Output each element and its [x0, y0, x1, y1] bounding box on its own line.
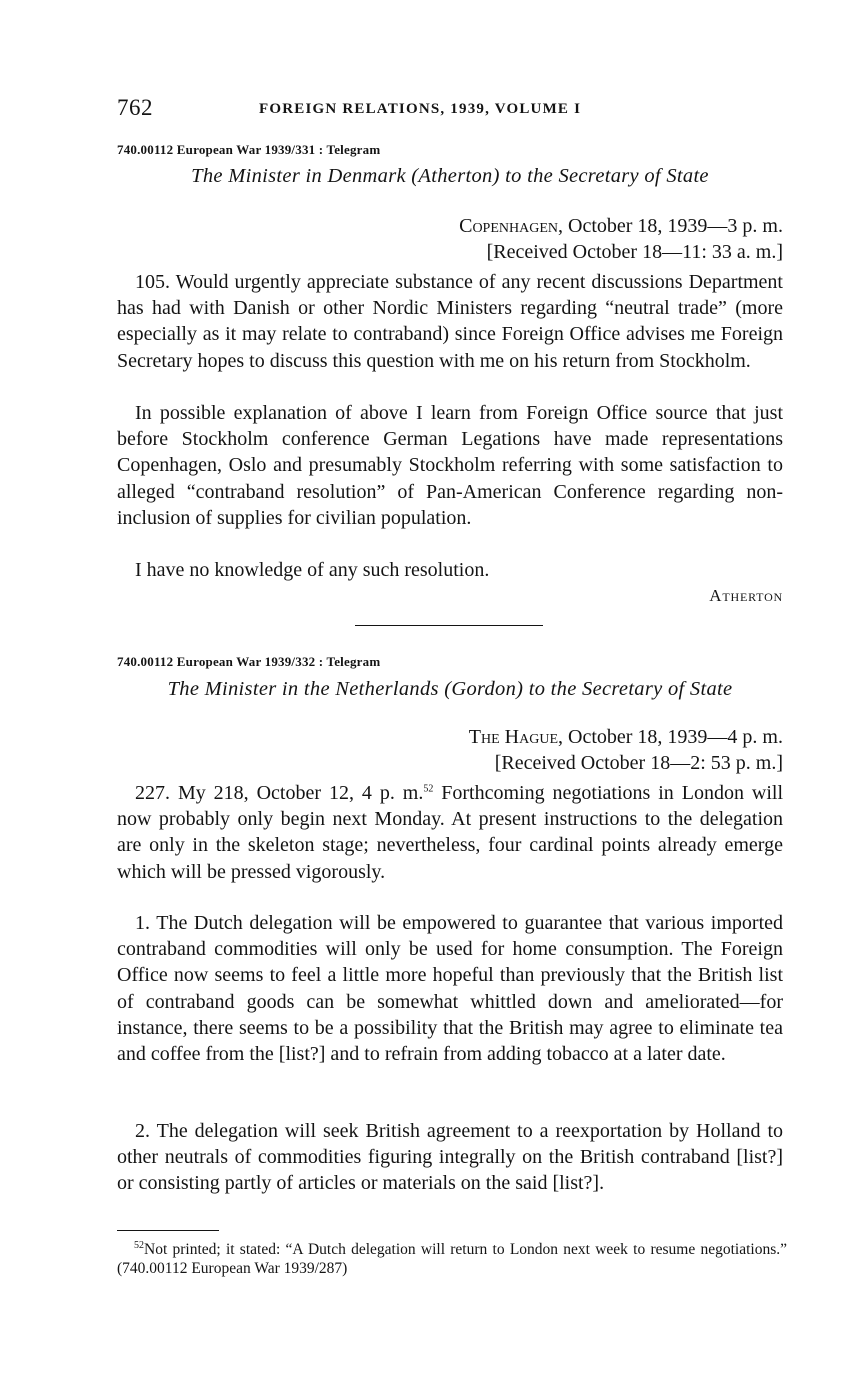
file-reference: 740.00112 European War 1939/332 : Telegram [117, 654, 381, 669]
received-line: [Received October 18—11: 33 a. m.] [486, 241, 783, 263]
document-title: The Minister in Denmark (Atherton) to the Secretary of State [191, 165, 709, 187]
document-title: The Minister in the Netherlands (Gordon) to the Secretary of State [167, 678, 733, 700]
page-header [117, 95, 787, 125]
dateline [459, 215, 783, 238]
paragraph: 1. The Dutch delegation will be empowered to guarantee that various imported contraband commodities will only be used for home consumption. The Foreign Office now seems to feel a little more hopeful than previously that the British list of contraband goods can be somewhat whittled down and ameliorated—for instance, there seems to be a possibility that the British may agree to eliminate tea and coffee from the [list?] and to refrain from adding tobacco at a later date. [117, 912, 783, 1066]
paragraph: I have no knowledge of any such resolution. [135, 559, 490, 581]
footnote-mark: 52 [134, 1239, 144, 1251]
signature: Atherton [709, 586, 783, 605]
footnote-rule [117, 1230, 219, 1231]
paragraph: In possible explanation of above I learn from Foreign Office source that just before Stockholm conference German Legations have made representations Copenhagen, Oslo and presumably Stockholm referring with some satisfaction to alleged “contraband resolution” of Pan-American Conference regarding non-inclusion of supplies for civilian population. [117, 402, 783, 529]
paragraph-text: 227. My 218, October 12, 4 p. m. [135, 782, 424, 804]
received-line: [Received October 18—2: 53 p. m.] [494, 752, 783, 774]
footnote [117, 1240, 787, 1278]
section-divider [355, 625, 543, 626]
footnote-text: Not printed; it stated: “A Dutch delegation will return to London next week to resume negotiations.” (740.00112 European War 1939/287) [117, 1241, 787, 1277]
running-head: FOREIGN RELATIONS, 1939, VOLUME I [259, 101, 582, 117]
paragraph: 105. Would urgently appreciate substance of any recent discussions Department has had with Danish or other Nordic Ministers regarding “neutral trade” (more especially as it may relate to contraband) since Foreign Office advises me Foreign Secretary hopes to discuss this question with me on his return from Stockholm. [117, 271, 783, 372]
dateline-place: Copenhagen [459, 215, 559, 237]
paragraph [117, 780, 783, 885]
dateline-place: The Hague [468, 726, 559, 748]
footnote-reference: 52 [423, 783, 434, 795]
dateline [469, 726, 783, 749]
file-reference: 740.00112 European War 1939/331 : Telegram [117, 142, 381, 157]
dateline-date: , October 18, 1939—4 p. m. [558, 726, 783, 748]
paragraph-text: Forthcoming negotiations in London will now probably only begin next Monday. At present instructions to the delegation are only in the skeleton stage; nevertheless, four cardinal points already emerge which will be pressed vigorously. [117, 782, 783, 883]
dateline-date: , October 18, 1939—3 p. m. [558, 215, 783, 237]
page-number: 762 [117, 95, 153, 120]
paragraph: 2. The delegation will seek British agreement to a reexportation by Holland to other neutrals of commodities figuring integrally on the British contraband [list?] or consisting partly of articles or materials on the said [list?]. [117, 1120, 783, 1195]
